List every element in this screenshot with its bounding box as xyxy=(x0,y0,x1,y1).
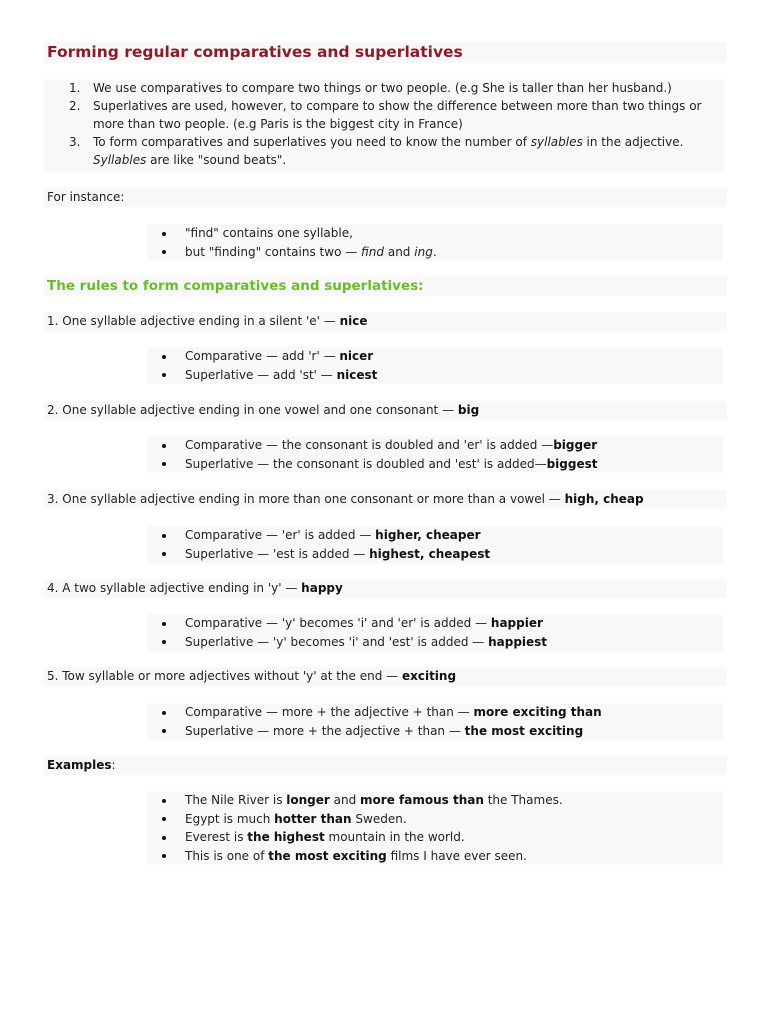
item-text: Superlatives are used, however, to compare to show the difference between more than two things or more than two people. (e.g Paris is the biggest city in France) xyxy=(93,99,702,131)
bullet-icon xyxy=(162,444,166,448)
page-title: Forming regular comparatives and superlatives xyxy=(44,42,727,63)
item-number: 1. xyxy=(69,81,81,95)
list-item: Comparative — more + the adjective + than — more exciting than xyxy=(147,703,723,722)
item-text: We use comparatives to compare two things or two people. (e.g She is taller than her husband.) xyxy=(93,81,672,95)
numbered-item xyxy=(44,97,724,133)
list-item: Comparative — the consonant is doubled and 'er' is added —bigger xyxy=(147,436,723,455)
item-emphasis: syllables xyxy=(530,135,583,149)
list-item: Superlative — the consonant is doubled and 'est' is added—biggest xyxy=(147,455,723,474)
rule-list xyxy=(147,703,723,740)
list-item: "find" contains one syllable, xyxy=(147,224,723,243)
rule-list xyxy=(147,347,723,384)
rule-heading: 5. Tow syllable or more adjectives without 'y' at the end — exciting xyxy=(44,667,727,686)
bullet-icon xyxy=(162,250,166,254)
bullet-icon xyxy=(162,373,166,377)
bullet-icon xyxy=(162,836,166,840)
list-item: Comparative — add 'r' — nicer xyxy=(147,347,723,366)
examples-label: Examples: xyxy=(44,756,727,775)
bullet-icon xyxy=(162,355,166,359)
bullet-icon xyxy=(162,799,166,803)
item-text: To form comparatives and superlatives you need to know the number of xyxy=(93,135,531,149)
rule-heading: 4. A two syllable adjective ending in 'y' — happy xyxy=(44,579,727,598)
for-instance-label: For instance: xyxy=(44,188,727,207)
bullet-icon xyxy=(162,729,166,733)
numbered-item xyxy=(44,133,724,169)
bullet-icon xyxy=(162,622,166,626)
list-item: This is one of the most exciting films I have ever seen. xyxy=(147,847,723,866)
rule-list xyxy=(147,526,723,563)
bullet-icon xyxy=(162,232,166,236)
bullet-icon xyxy=(162,854,166,858)
item-emphasis: Syllables xyxy=(93,153,147,167)
bullet-icon xyxy=(162,711,166,715)
list-item: Superlative — 'y' becomes 'i' and 'est' is added — happiest xyxy=(147,633,723,652)
rule-heading: 1. One syllable adjective ending in a silent 'e' — nice xyxy=(44,312,727,331)
list-item: Superlative — add 'st' — nicest xyxy=(147,366,723,385)
examples-list xyxy=(147,791,723,865)
list-item: but "finding" contains two — find and ing. xyxy=(147,243,723,262)
list-item: Superlative — 'est is added — highest, cheapest xyxy=(147,545,723,564)
numbered-item xyxy=(44,79,724,97)
bullet-icon xyxy=(162,640,166,644)
list-item: The Nile River is longer and more famous than the Thames. xyxy=(147,791,723,810)
list-item: Comparative — 'y' becomes 'i' and 'er' is added — happier xyxy=(147,614,723,633)
bullet-icon xyxy=(162,462,166,466)
rules-heading: The rules to form comparatives and superlatives: xyxy=(44,276,727,296)
rule-heading: 3. One syllable adjective ending in more than one consonant or more than a vowel — high, cheap xyxy=(44,490,727,509)
bullet-icon xyxy=(162,817,166,821)
rule-list xyxy=(147,614,723,651)
bullet-icon xyxy=(162,534,166,538)
instance-list xyxy=(147,224,723,261)
list-item: Superlative — more + the adjective + than — the most exciting xyxy=(147,722,723,741)
item-text: in the adjective. xyxy=(582,135,684,149)
list-item: Everest is the highest mountain in the world. xyxy=(147,828,723,847)
list-item: Egypt is much hotter than Sweden. xyxy=(147,810,723,829)
item-number: 2. xyxy=(69,99,81,113)
item-text: are like "sound beats". xyxy=(146,153,287,167)
rule-list xyxy=(147,436,723,473)
list-item: Comparative — 'er' is added — higher, cheaper xyxy=(147,526,723,545)
item-number: 3. xyxy=(69,135,81,149)
rule-heading: 2. One syllable adjective ending in one vowel and one consonant — big xyxy=(44,401,727,420)
bullet-icon xyxy=(162,552,166,556)
intro-numbered-list xyxy=(44,79,724,172)
